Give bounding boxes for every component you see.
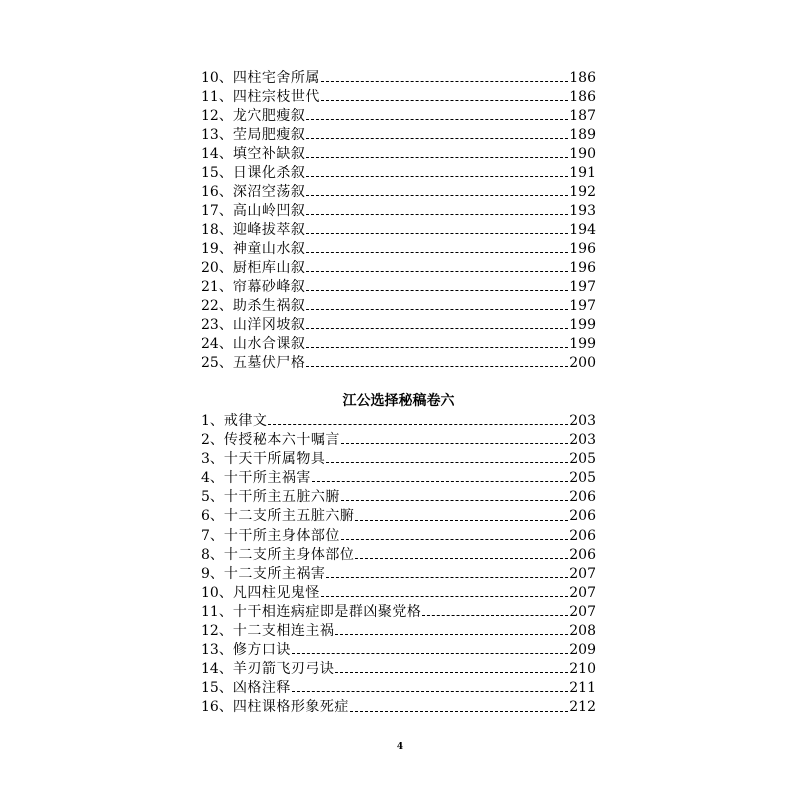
toc-entry	[201, 221, 596, 240]
toc-entry	[201, 603, 596, 622]
toc-entry-page: 207	[569, 603, 596, 620]
toc-entry-page: 190	[569, 146, 596, 162]
dotted-leader	[306, 309, 568, 310]
toc-entry-title: 深沼空荡叙	[232, 184, 306, 200]
toc-entry-title: 四柱课格形象死症	[232, 699, 349, 716]
toc-entry-title: 羊刃箭飞刃弓诀	[232, 661, 335, 678]
toc-entry	[201, 641, 596, 660]
dotted-leader	[335, 672, 568, 673]
toc-entry	[201, 431, 596, 450]
toc-entry	[201, 259, 596, 278]
toc-entry	[201, 412, 596, 431]
toc-entry	[201, 88, 596, 107]
toc-entry-number: 16、	[201, 699, 233, 716]
toc-entry	[201, 354, 596, 373]
dotted-leader	[306, 366, 568, 367]
toc-entry	[201, 450, 596, 469]
dotted-leader	[306, 157, 568, 158]
toc-entry-title: 高山岭凹叙	[232, 203, 306, 219]
toc-entry-page: 186	[569, 70, 596, 86]
toc-entry-number: 16、	[201, 184, 233, 200]
dotted-leader	[326, 577, 568, 578]
dotted-leader	[306, 176, 568, 177]
toc-entry-title: 十天干所属物具	[223, 451, 326, 468]
toc-entry	[201, 488, 596, 507]
toc-entry-title: 四柱宗枝世代	[232, 89, 320, 105]
toc-entry-number: 17、	[201, 203, 233, 219]
toc-entry-page: 196	[569, 241, 596, 257]
toc-entry-title: 四柱宅舍所属	[232, 70, 320, 86]
toc-entry-title: 帘幕砂峰叙	[232, 279, 306, 295]
toc-list-part1	[201, 69, 596, 373]
dotted-leader	[306, 195, 568, 196]
toc-entry	[201, 565, 596, 584]
toc-entry-page: 207	[569, 565, 596, 582]
toc-entry-number: 1、	[201, 413, 224, 429]
toc-entry	[201, 278, 596, 297]
toc-entry-page: 200	[569, 355, 596, 371]
toc-entry	[201, 507, 596, 526]
toc-entry-page: 199	[569, 317, 596, 333]
toc-entry	[201, 335, 596, 354]
toc-entry-page: 203	[569, 413, 596, 429]
dotted-leader	[312, 481, 568, 482]
toc-entry-number: 11、	[201, 89, 233, 105]
toc-entry-title: 山水合课叙	[232, 336, 306, 352]
toc-entry-number: 23、	[201, 317, 233, 333]
toc-entry	[201, 164, 596, 183]
dotted-leader	[422, 615, 568, 616]
dotted-leader	[321, 81, 568, 82]
toc-entry-title: 迎峰拔萃叙	[232, 222, 306, 238]
toc-entry-number: 25、	[201, 355, 233, 371]
dotted-leader	[306, 119, 568, 120]
toc-entry-title: 五墓伏尸格	[232, 355, 306, 371]
toc-entry	[201, 622, 596, 641]
toc-entry-page: 193	[569, 203, 596, 219]
toc-entry-title: 十二支所主祸害	[223, 565, 326, 582]
toc-entry-page: 211	[569, 680, 596, 697]
toc-entry-title: 十干相连病症即是群凶聚党格	[232, 603, 422, 620]
toc-entry-title: 十干所主祸害	[223, 470, 311, 487]
toc-entry	[201, 202, 596, 221]
dotted-leader	[306, 347, 568, 348]
toc-entry-page: 192	[569, 184, 596, 200]
toc-entry-page: 186	[569, 89, 596, 105]
toc-entry	[201, 183, 596, 202]
toc-entry-page: 208	[569, 623, 596, 640]
toc-entry-page: 196	[569, 260, 596, 276]
toc-entry-page: 205	[569, 451, 596, 468]
toc-entry-number: 20、	[201, 260, 233, 276]
toc-entry-page: 207	[569, 584, 596, 601]
dotted-leader	[350, 711, 568, 712]
toc-entry	[201, 469, 596, 488]
dotted-leader	[355, 520, 568, 521]
toc-entry-number: 3、	[201, 451, 224, 468]
toc-entry-page: 203	[569, 432, 596, 449]
toc-entry-title: 山洋冈坡叙	[232, 317, 306, 333]
toc-entry-number: 15、	[201, 680, 233, 697]
toc-entry-page: 209	[569, 642, 596, 659]
toc-entry-page: 206	[569, 489, 596, 506]
toc-entry-number: 18、	[201, 222, 233, 238]
toc-entry-number: 19、	[201, 241, 233, 257]
toc-entry-number: 13、	[201, 642, 233, 659]
toc-entry-number: 5、	[201, 489, 224, 506]
toc-entry-title: 助杀生祸叙	[232, 298, 306, 314]
toc-entry-number: 4、	[201, 470, 224, 487]
dotted-leader	[306, 290, 568, 291]
toc-entry-title: 龙穴肥瘦叙	[232, 108, 306, 124]
toc-entry-number: 12、	[201, 623, 233, 640]
toc-entry-number: 14、	[201, 146, 233, 162]
toc-entry-page: 194	[569, 222, 596, 238]
toc-entry-page: 212	[569, 699, 596, 716]
dotted-leader	[355, 558, 568, 559]
dotted-leader	[321, 100, 568, 101]
toc-entry-title: 填空补缺叙	[232, 146, 306, 162]
toc-entry-title: 修方口诀	[232, 642, 291, 659]
toc-entry-page: 189	[569, 127, 596, 143]
toc-entry-title: 日课化杀叙	[232, 165, 306, 181]
toc-entry-number: 13、	[201, 127, 233, 143]
toc-entry	[201, 316, 596, 335]
dotted-leader	[341, 500, 568, 501]
toc-entry-number: 24、	[201, 336, 233, 352]
toc-entry-title: 十二支所主五脏六腑	[223, 508, 355, 525]
toc-entry-page: 210	[569, 661, 596, 678]
dotted-leader	[326, 462, 568, 463]
page-number: 4	[396, 742, 404, 752]
toc-entry-page: 191	[569, 165, 596, 181]
toc-entry-number: 2、	[201, 432, 224, 449]
toc-list-part2	[201, 412, 596, 718]
toc-entry-title: 十二支所主身体部位	[223, 546, 355, 563]
toc-entry-page: 187	[569, 108, 596, 124]
toc-entry-title: 凶格注释	[232, 680, 291, 697]
toc-entry	[201, 679, 596, 698]
toc-entry-page: 205	[569, 470, 596, 487]
toc-entry-page: 197	[569, 279, 596, 295]
toc-entry-number: 14、	[201, 661, 233, 678]
dotted-leader	[306, 138, 568, 139]
toc-entry-page: 206	[569, 508, 596, 525]
section-heading: 江公选择秘稿卷六	[342, 393, 455, 409]
toc-entry-title: 戒律文	[223, 413, 268, 429]
toc-entry-number: 7、	[201, 527, 224, 544]
dotted-leader	[292, 653, 568, 654]
toc-entry-page: 206	[569, 546, 596, 563]
dotted-leader	[341, 539, 568, 540]
toc-entry	[201, 698, 596, 717]
toc-entry-title: 十二支相连主祸	[232, 623, 335, 640]
toc-entry	[201, 145, 596, 164]
dotted-leader	[306, 271, 568, 272]
toc-entry-title: 茔局肥瘦叙	[232, 127, 306, 143]
dotted-leader	[268, 424, 568, 425]
toc-entry	[201, 69, 596, 88]
toc-entry-title: 十干所主五脏六腑	[223, 489, 340, 506]
toc-entry-number: 6、	[201, 508, 224, 525]
toc-entry-number: 11、	[201, 603, 233, 620]
toc-entry-number: 9、	[201, 565, 224, 582]
toc-entry-number: 10、	[201, 70, 233, 86]
dotted-leader	[292, 691, 568, 692]
toc-entry-page: 199	[569, 336, 596, 352]
toc-entry	[201, 584, 596, 603]
toc-entry	[201, 546, 596, 565]
dotted-leader	[335, 634, 568, 635]
toc-entry	[201, 240, 596, 259]
toc-entry-title: 神童山水叙	[232, 241, 306, 257]
toc-entry-page: 206	[569, 527, 596, 544]
toc-entry-number: 12、	[201, 108, 233, 124]
toc-entry	[201, 107, 596, 126]
toc-entry-title: 十干所主身体部位	[223, 527, 340, 544]
dotted-leader	[306, 233, 568, 234]
toc-entry	[201, 527, 596, 546]
toc-entry-number: 22、	[201, 298, 233, 314]
toc-entry	[201, 660, 596, 679]
dotted-leader	[306, 252, 568, 253]
dotted-leader	[341, 443, 568, 444]
dotted-leader	[321, 596, 568, 597]
toc-entry-number: 10、	[201, 584, 233, 601]
toc-entry-number: 8、	[201, 546, 224, 563]
toc-entry	[201, 297, 596, 316]
dotted-leader	[306, 214, 568, 215]
toc-entry-number: 15、	[201, 165, 233, 181]
toc-entry-title: 传授秘本六十嘱言	[223, 432, 340, 449]
toc-entry-title: 厨柜库山叙	[232, 260, 306, 276]
toc-entry-number: 21、	[201, 279, 233, 295]
toc-entry-page: 197	[569, 298, 596, 314]
toc-entry	[201, 126, 596, 145]
toc-entry-title: 凡四柱见鬼怪	[232, 584, 320, 601]
dotted-leader	[306, 328, 568, 329]
